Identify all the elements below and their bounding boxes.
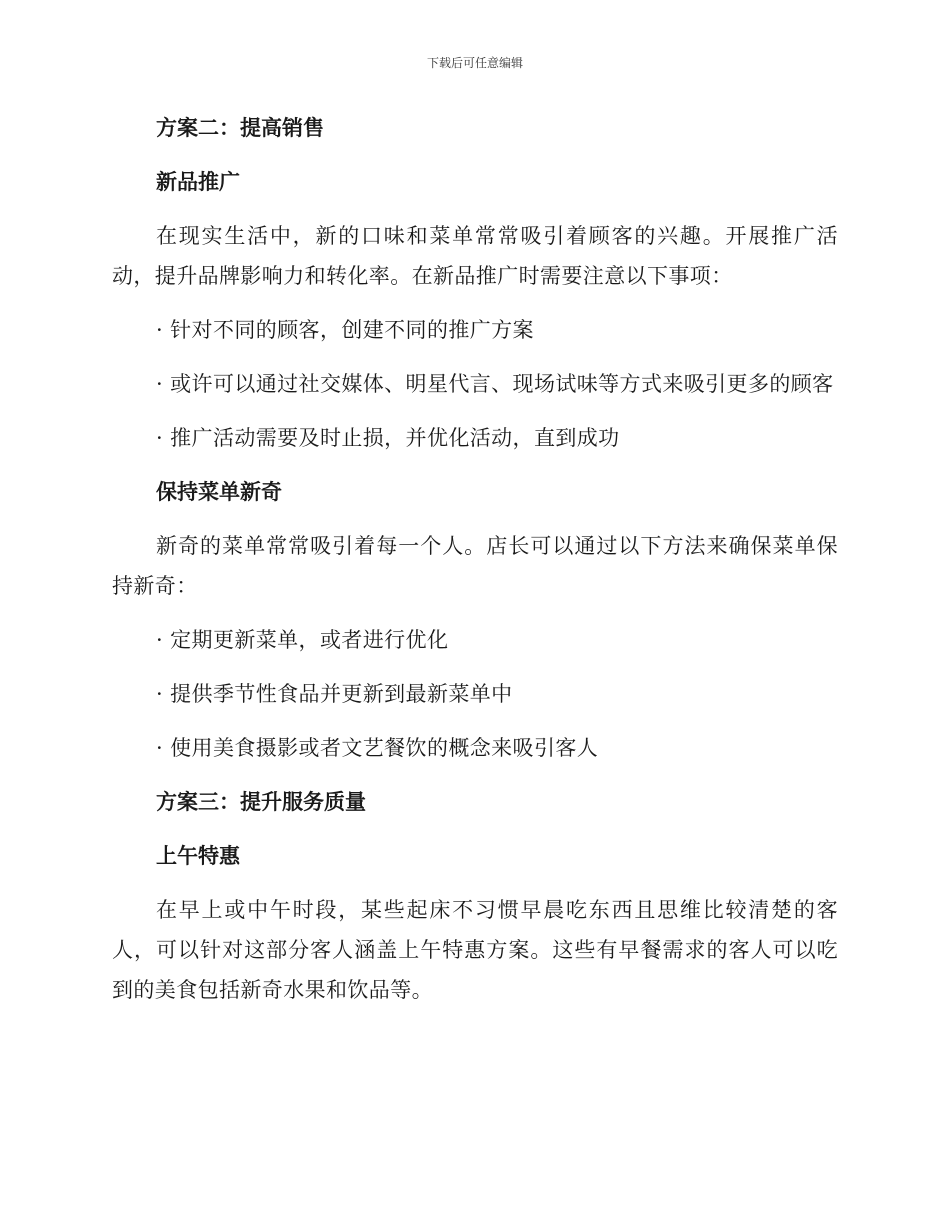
- new-product-item: · 针对不同的顾客，创建不同的推广方案: [156, 318, 534, 342]
- new-product-item: · 推广活动需要及时止损，并优化活动，直到成功: [156, 426, 620, 450]
- menu-novelty-intro: 新奇的菜单常常吸引着每一个人。店长可以通过以下方法来确保菜单保持新奇：: [112, 534, 838, 598]
- menu-novelty-item: · 提供季节性食品并更新到最新菜单中: [156, 682, 513, 706]
- new-product-intro: 在现实生活中，新的口味和菜单常常吸引着顾客的兴趣。开展推广活动，提升品牌影响力和转化率。在新品推广时需要注意以下事项：: [112, 224, 838, 288]
- page-header-note: 下载后可任意编辑: [426, 56, 523, 70]
- new-product-item: · 或许可以通过社交媒体、明星代言、现场试味等方式来吸引更多的顾客: [156, 372, 834, 396]
- morning-special-intro: 在早上或中午时段，某些起床不习惯早晨吃东西且思维比较清楚的客人，可以针对这部分客人涵盖上午特惠方案。这些有早餐需求的客人可以吃到的美食包括新奇水果和饮品等。: [112, 898, 838, 1002]
- menu-novelty-item: · 定期更新菜单，或者进行优化: [156, 628, 449, 652]
- plan2-heading: 方案二：提高销售: [156, 116, 324, 140]
- menu-novelty-heading: 保持菜单新奇: [156, 480, 282, 504]
- morning-special-heading: 上午特惠: [156, 844, 240, 868]
- plan3-heading: 方案三：提升服务质量: [156, 790, 366, 814]
- new-product-heading: 新品推广: [156, 170, 240, 194]
- menu-novelty-item: · 使用美食摄影或者文艺餐饮的概念来吸引客人: [156, 736, 599, 760]
- document-body: [112, 108, 838, 1024]
